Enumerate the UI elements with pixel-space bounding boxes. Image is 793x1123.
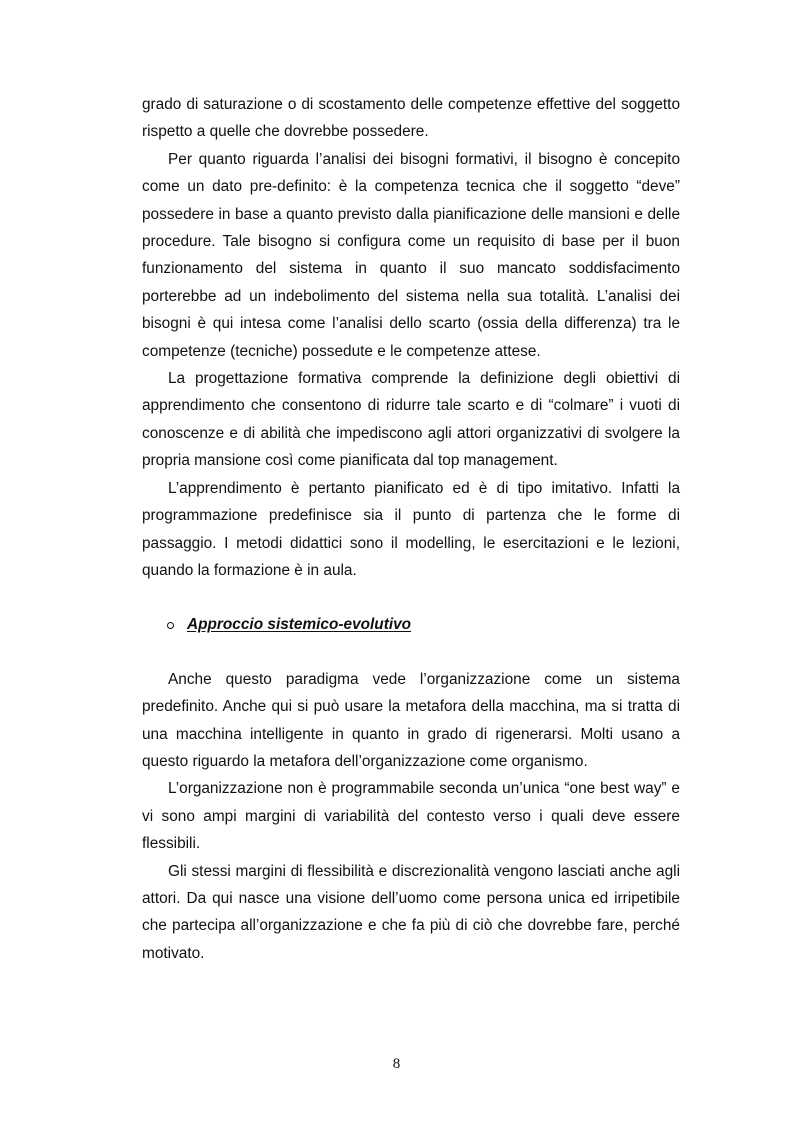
paragraph-training-needs: Per quanto riguarda l’analisi dei bisogni formativi, il bisogno è concepito come un dato pre-definito: è la competenza tecnica che il soggetto “deve” possedere in base a quanto previsto dalla pianificazione delle mansioni e delle procedure. Tale bisogno si configura come un requisito di base per il buon funzionamento del sistema in quanto il suo mancato soddisfacimento porterebbe ad un indebolimento del sistema nella sua totalità. L’analisi dei bisogni è qui intesa come l’analisi dello scarto (ossia della differenza) tra le competenze (tecniche) possedute e le competenze attese. — [142, 150, 680, 360]
paragraph-paradigm: Anche questo paradigma vede l’organizzazione come un sistema predefinito. Anche qui si può usare la metafora della macchina, ma si tratta di una macchina intelligente in quanto in grado di rigenerarsi. Molti usano a questo riguardo la metafora dell’organizzazione come organismo. — [142, 670, 680, 770]
section-heading — [142, 611, 680, 638]
paragraph-training-design: La progettazione formativa comprende la definizione degli obiettivi di apprendimento che consentono di ridurre tale scarto e di “colmare” i vuoti di conoscenze e di abilità che impediscono agli attori organizzativi di svolgere la propria mansione così come pianificata dal top management. — [142, 370, 680, 470]
body-text — [142, 91, 680, 967]
section-heading-text: Approccio sistemico-evolutivo — [187, 616, 412, 634]
paragraph-one-best-way: L’organizzazione non è programmabile seconda un’unica “one best way” e vi sono ampi margini di variabilità del contesto verso i quali deve essere flessibili. — [142, 780, 680, 853]
hollow-bullet-icon — [167, 622, 174, 629]
paragraph-learning: L’apprendimento è pertanto pianificato ed è di tipo imitativo. Infatti la programmazione predefinisce sia il punto di partenza che le forme di passaggio. I metodi didattici sono il modelling, le esercitazioni e le lezioni, quando la formazione è in aula. — [142, 479, 680, 579]
paragraph-continuation: grado di saturazione o di scostamento delle competenze effettive del soggetto rispetto a quelle che dovrebbe possedere. — [142, 96, 680, 141]
paragraph-actors: Gli stessi margini di flessibilità e discrezionalità vengono lasciati anche agli attori. Da qui nasce una visione dell’uomo come persona unica ed irripetibile che partecipa all’organizzazione e che fa più di ciò che dovrebbe fare, perché motivato. — [142, 862, 680, 962]
page-number: 8 — [392, 1056, 401, 1072]
